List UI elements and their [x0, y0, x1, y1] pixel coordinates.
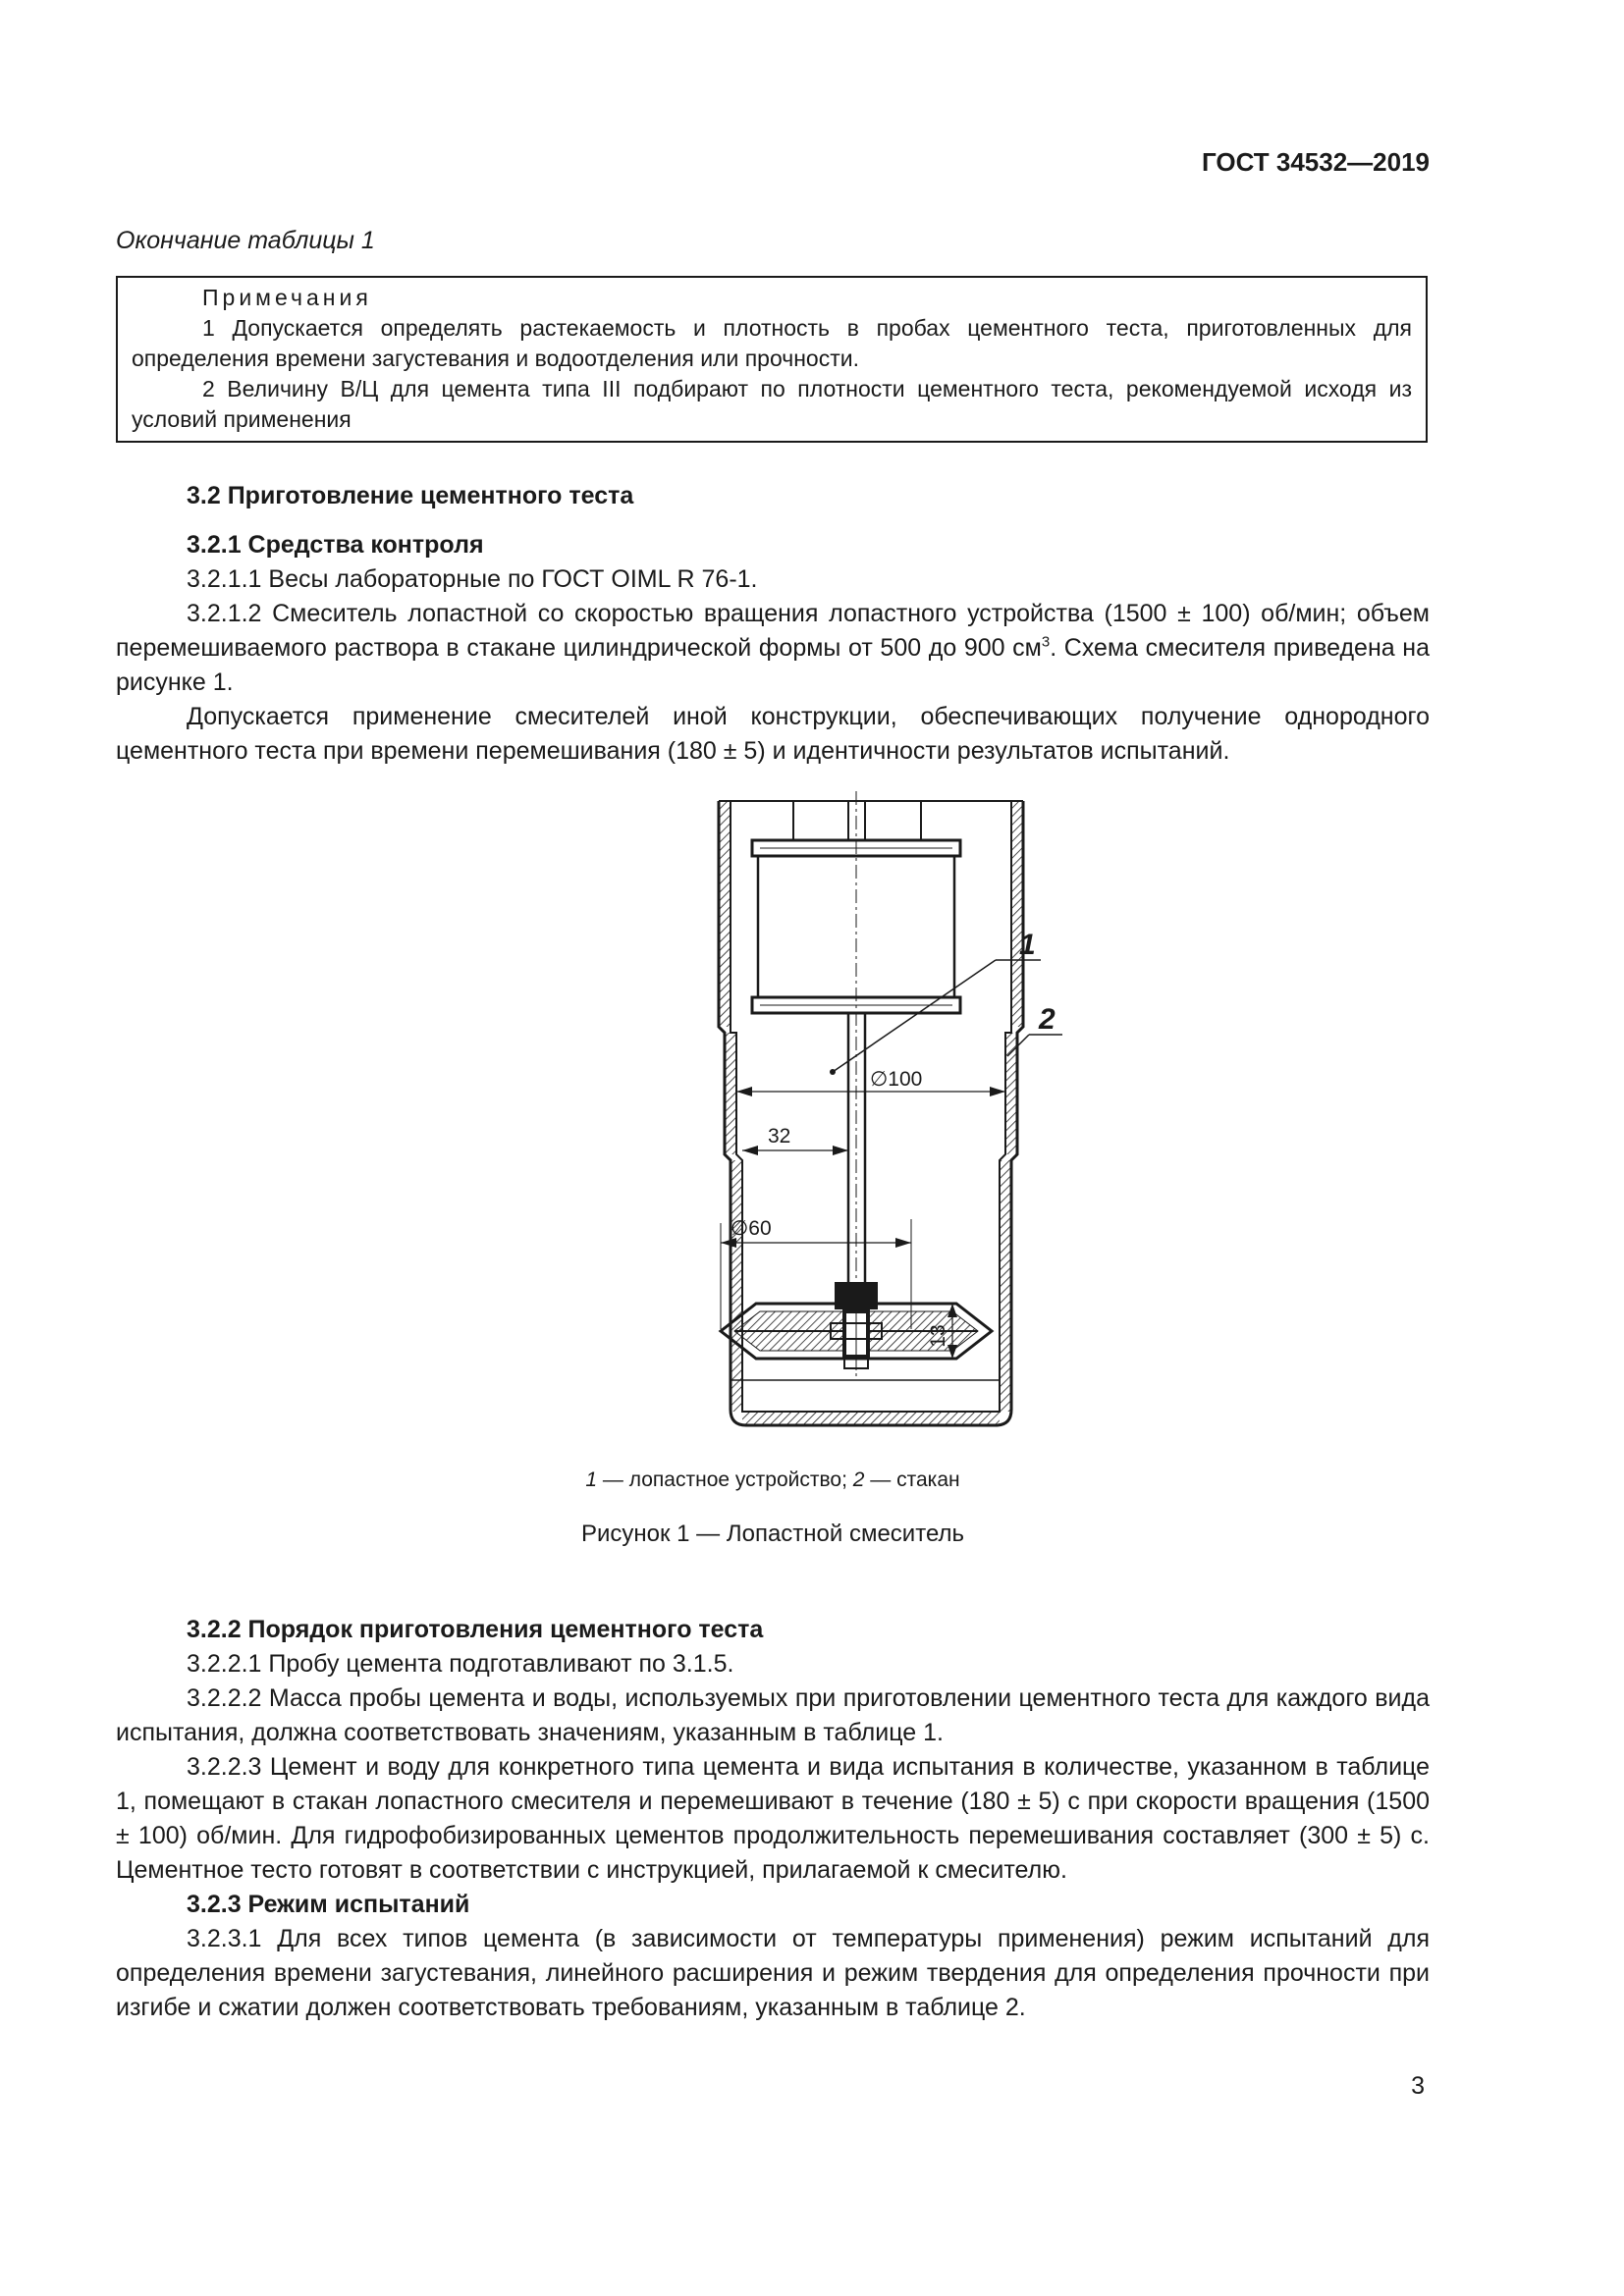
paragraph-3-2-2-3: 3.2.2.3 Цемент и воду для конкретного типа цемента и вида испытания в количестве, указанном в таблице 1, помещают в стакан лопастного смесителя и перемешивают в течение (180 ± 5) с при скорости вращения (1500 ± 100) об/мин. Для гидрофобизированных цементов продолжительность перемешивания составляет (300 ± 5) с. Цементное тесто готовят в соответствии с инструкцией, прилагаемой к смесителю.: [116, 1753, 1430, 1884]
dimension-32-label: 32: [768, 1125, 791, 1148]
section-3-2: [116, 479, 1430, 513]
paragraph-3-2-2-1: 3.2.2.1 Пробу цемента подготавливают по 3.1.5.: [187, 1650, 734, 1678]
legend-2-number: 2: [852, 1468, 865, 1491]
callout-1-label: 1: [1019, 929, 1036, 961]
dimension-32: [742, 1125, 848, 1155]
legend-1-number: 1: [585, 1468, 598, 1491]
page-number: 3: [1411, 2072, 1425, 2100]
section-heading-3-2-3: 3.2.3 Режим испытаний: [187, 1891, 470, 1918]
paragraph-alternative-mixers: Допускается применение смесителей иной конструкции, обеспечивающих получение однородного цементного теста при времени перемешивания (180 ± 5) и идентичности результатов испытаний.: [116, 703, 1430, 765]
document-page: [116, 0, 1430, 2296]
dimension-d100-label: ∅100: [870, 1068, 923, 1091]
note-item-1: 1 Допускается определять растекаемость и плотность в пробах цементного теста, приготовленных для определения времени загустевания и водоотделения или прочности.: [132, 315, 1412, 371]
table-continuation-label: Окончание таблицы 1: [116, 227, 375, 254]
document-code: ГОСТ 34532—2019: [1202, 147, 1430, 177]
paragraph-3-2-1-1: 3.2.1.1 Весы лабораторные по ГОСТ OIML R 76-1.: [187, 565, 758, 593]
note-item-2: 2 Величину В/Ц для цемента типа III подбирают по плотности цементного теста, рекомендуемой исходя из условий применения: [132, 376, 1412, 432]
section-3-2-2: [116, 1613, 1430, 2025]
paragraph-3-2-3-1: 3.2.3.1 Для всех типов цемента (в зависимости от температуры применения) режим испытаний для определения времени загустевания, линейного расширения и режим твердения для определения прочности при изгибе и сжатии должен соответствовать требованиям, указанным в таблице 2.: [116, 1925, 1430, 2021]
section-heading-3-2: 3.2 Приготовление цементного теста: [187, 482, 634, 509]
legend-2-text: — стакан: [864, 1468, 960, 1491]
notes-box: [116, 276, 1428, 443]
figure-legend: [116, 1463, 1430, 1497]
section-heading-3-2-1: 3.2.1 Средства контроля: [187, 531, 484, 559]
dimension-d60-label: ∅60: [731, 1217, 772, 1240]
cubic-superscript: 3: [1041, 633, 1051, 651]
paragraph-3-2-1-2: [116, 597, 1430, 700]
dimension-13-label: 13: [927, 1324, 949, 1348]
figure-caption: Рисунок 1 — Лопастной смеситель: [580, 1521, 964, 1547]
legend-1-text: — лопастное устройство;: [597, 1468, 853, 1491]
paddle-assembly: [721, 1282, 992, 1370]
section-heading-3-2-2: 3.2.2 Порядок приготовления цементного теста: [187, 1616, 764, 1643]
section-3-2-1: [116, 528, 1430, 769]
paragraph-3-2-1-2-main: 3.2.1.2 Смеситель лопастной со скоростью вращения лопастного устройства (1500 ± 100) об/мин; объем перемешиваемого раствора в стакане цилиндрической формы от 500 до 900 см: [116, 600, 1430, 662]
mixer-drawing: [695, 791, 1078, 1429]
paragraph-3-2-2-2: 3.2.2.2 Масса пробы цемента и воды, используемых при приготовлении цементного теста для каждого вида испытания, должна соответствовать значениям, указанным в таблице 1.: [116, 1684, 1430, 1746]
dimension-d100: [736, 1068, 1005, 1096]
callout-2-label: 2: [1039, 1003, 1056, 1036]
paragraph-3-2-1-2-tail: . Схема смесителя приведена на рисунке 1.: [116, 634, 1430, 696]
notes-title: Примечания: [202, 285, 372, 310]
